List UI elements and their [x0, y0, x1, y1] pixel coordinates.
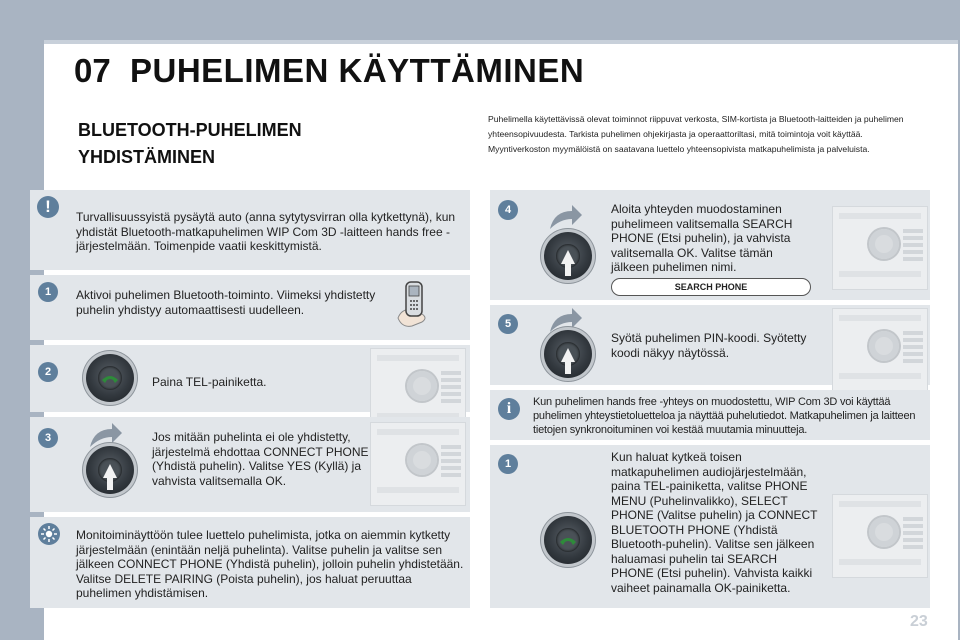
step1-number: 1 [38, 282, 58, 302]
mobile-phone-hand-icon [392, 278, 444, 336]
press-arrow-stem [565, 262, 571, 276]
phone-handset-icon [558, 533, 578, 547]
press-arrow-stem [107, 476, 113, 490]
warning-badge: ! [37, 196, 59, 218]
search-phone-button[interactable]: SEARCH PHONE [611, 278, 811, 296]
press-arrow-stem [565, 360, 571, 374]
tip-text: Monitoiminäyttöön tulee luettelo puhelimista, jotka on aiemmin kytketty järjestelmään (enintään neljä puhelinta). Valitse puhelin ja valitse sen jälkeen CONNECT PHONE (Yhdistä puhelin), jolloin puhelin yhdistetään. Valitse DELETE PAIRING (Poista puhelin), jos haluat peruuttaa puhelimen yhdistämisen. [76, 528, 464, 600]
tel-button-icon [86, 354, 134, 402]
step4-text: Aloita yhteyden muodostaminen puhelimeen valitsemalla SEARCH PHONE (Etsi puhelin), ja vahvista valitsemalla OK. Valitse tämän jälkeen puhelimen nimi. [611, 202, 793, 274]
intro-text: Puhelimella käytettävissä olevat toiminnot riippuvat verkosta, SIM-kortista ja Bluetooth-laitteiden ja puhelimen yhteensopivuudesta. Tarkista puhelimen ohjekirjasta ja operaattoriltasi, mitä toimintoja voit käyttää. Myyntiverkoston myymälöistä on saatavana luettelo yhteensopivista matkapuhelimista ja palveluista. [488, 114, 904, 154]
section-title-line2: YHDISTÄMINEN [78, 147, 216, 167]
section-title-line1: BLUETOOTH-PUHELIMEN [78, 120, 302, 140]
radio-panel-illustration [370, 422, 466, 506]
rotate-arrow-icon [86, 421, 124, 449]
radio-panel-illustration [832, 206, 928, 290]
rotate-arrow-icon [546, 203, 584, 231]
step-connect-another-text: Kun haluat kytkeä toisen matkapuhelimen audiojärjestelmään, paina TEL-painiketta, valitse PHONE MENU (Puhelinvalikko), SELECT PHONE (Valitse puhelin) ja CONNECT BLUETOOTH PHONE (Yhdistä Bluetooth-puhelin). Valitse sen jälkeen haluamasi puhelin tai SEARCH PHONE (Etsi puhelin). Vahvista kaikki vaiheet painamalla OK-painiketta. [611, 450, 818, 595]
step1-text: Aktivoi puhelimen Bluetooth-toiminto. Viimeksi yhdistetty puhelin yhdistyy automaattisesti uudelleen. [76, 288, 376, 317]
info-text: Kun puhelimen hands free -yhteys on muodostettu, WIP Com 3D voi käyttää puhelimen yhteystietoluetteloa ja näyttää puhelutiedot. Matkapuhelimen ja laitteen tietojen synkronoituminen voi kestää muutamia minuutteja. [533, 396, 916, 436]
info-badge: i [498, 398, 520, 420]
step2-text: Paina TEL-painiketta. [152, 375, 267, 389]
phone-handset-icon [100, 371, 120, 385]
step3-number: 3 [38, 428, 58, 448]
sun-tip-icon [38, 523, 60, 545]
step-connect-another-number: 1 [498, 454, 518, 474]
ok-knob-icon [86, 446, 134, 494]
step2-number: 2 [38, 362, 58, 382]
ok-knob-icon [544, 330, 592, 378]
step5-text: Syötä puhelimen PIN-koodi. Syötetty koodi näkyy näytössä. [611, 331, 807, 360]
step4-number: 4 [498, 200, 518, 220]
radio-panel-illustration [832, 308, 928, 392]
warning-text: Turvallisuussyistä pysäytä auto (anna sytytysvirran olla kytkettynä), kun yhdistät Bluetooth-matkapuhelimen WIP Com 3D -laitteen hands free -järjestelmään. Toimenpide vaatii keskittymistä. [76, 210, 456, 253]
page-title: PUHELIMEN KÄYTTÄMINEN [130, 52, 585, 89]
chapter-number: 07 [74, 52, 111, 89]
ok-knob-icon [544, 232, 592, 280]
tel-button-icon [544, 516, 592, 564]
section-title [78, 117, 378, 171]
radio-panel-illustration [832, 494, 928, 578]
step5-number: 5 [498, 314, 518, 334]
step3-text: Jos mitään puhelinta ei ole yhdistetty, järjestelmä ehdottaa CONNECT PHONE (Yhdistä puhelin). Valitse YES (Kyllä) ja vahvista valitsemalla OK. [152, 430, 369, 488]
page-number: 23 [910, 613, 928, 630]
